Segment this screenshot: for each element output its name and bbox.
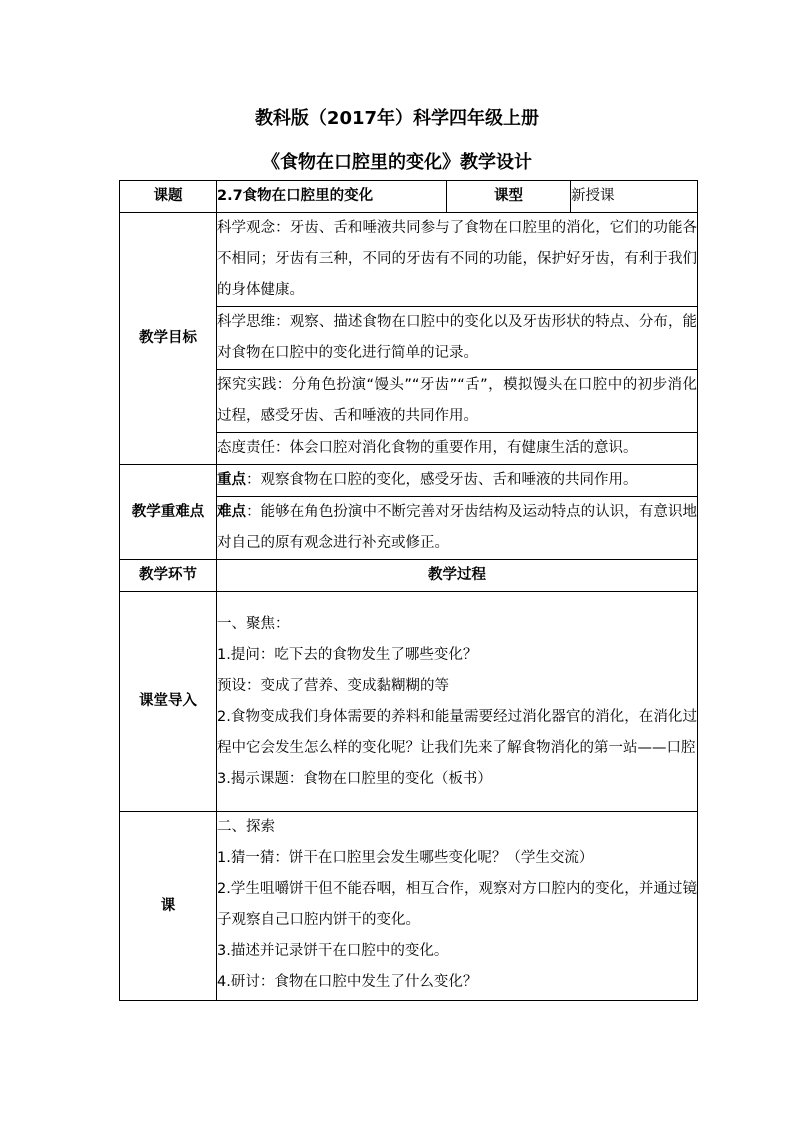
lesson-line: 2.学生咀嚼饼干但不能吞咽，相互合作，观察对方口腔内的变化，并通过镜子观察自己口腔内饼干的变化。 (217, 881, 697, 928)
focus-text: ：观察食物在口腔的变化，感受牙齿、舌和唾液的共同作用。 (246, 472, 638, 488)
intro-line: 2.食物变成我们身体需要的养料和能量需要经过消化器官的消化，在消化过程中它会发生怎么样的变化呢？让我们先来了解食物消化的第一站——口腔 (217, 708, 697, 756)
process-header: 教学过程 (217, 560, 698, 592)
table-row (120, 812, 698, 1001)
lesson-line: 4.研讨：食物在口腔中发生了什么变化？ (217, 974, 478, 990)
intro-line: 1.提问：吃下去的食物发生了哪些变化？ (217, 646, 478, 663)
intro-content (217, 592, 698, 812)
lesson-label: 课 (120, 812, 217, 1001)
table-row (120, 560, 698, 592)
table-row (120, 465, 698, 497)
table-row (120, 213, 698, 307)
focus-point (217, 465, 698, 497)
topic-label: 课题 (120, 181, 217, 213)
key-points-label: 教学重难点 (120, 465, 217, 560)
objective-item: 科学观念：牙齿、舌和唾液共同参与了食物在口腔里的消化，它们的功能各不相同；牙齿有三种，不同的牙齿有不同的功能，保护好牙齿，有利于我们的身体健康。 (217, 213, 698, 307)
intro-line: 一、聚焦： (217, 615, 290, 632)
type-value: 新授课 (571, 181, 698, 213)
table-row (120, 592, 698, 812)
objective-item: 科学思维：观察、描述食物在口腔中的变化以及牙齿形状的特点、分布，能对食物在口腔中的变化进行简单的记录。 (217, 307, 698, 370)
focus-lead: 重点 (217, 472, 246, 488)
table-row (120, 181, 698, 213)
intro-line: 3.揭示课题：食物在口腔里的变化（板书） (217, 770, 492, 787)
intro-label: 课堂导入 (120, 592, 217, 812)
lesson-line: 二、探索 (217, 819, 275, 835)
difficulty-point (217, 497, 698, 560)
difficulty-lead: 难点 (217, 504, 247, 520)
lesson-line: 1.猜一猜：饼干在口腔里会发生哪些变化呢？（学生交流） (217, 850, 594, 866)
topic-value: 2.7食物在口腔里的变化 (217, 181, 447, 213)
intro-line: 预设：变成了营养、变成黏糊糊的等 (217, 677, 449, 694)
objectives-label: 教学目标 (120, 213, 217, 465)
lesson-plan-table (119, 180, 698, 1001)
objective-item: 探究实践：分角色扮演“馒头”“牙齿”“舌”，模拟馒头在口腔中的初步消化过程，感受牙齿、舌和唾液的共同作用。 (217, 370, 698, 433)
type-label: 课型 (447, 181, 571, 213)
difficulty-text: ：能够在角色扮演中不断完善对牙齿结构及运动特点的认识，有意识地对自己的原有观念进行补充或修正。 (217, 504, 697, 551)
document-subtitle: 《食物在口腔里的变化》教学设计 (262, 152, 532, 173)
stage-header: 教学环节 (120, 560, 217, 592)
objective-item: 态度责任：体会口腔对消化食物的重要作用，有健康生活的意识。 (217, 433, 698, 465)
document-title: 教科版（2017年）科学四年级上册 (254, 108, 540, 129)
lesson-content (217, 812, 698, 1001)
lesson-line: 3.描述并记录饼干在口腔中的变化。 (217, 943, 449, 959)
